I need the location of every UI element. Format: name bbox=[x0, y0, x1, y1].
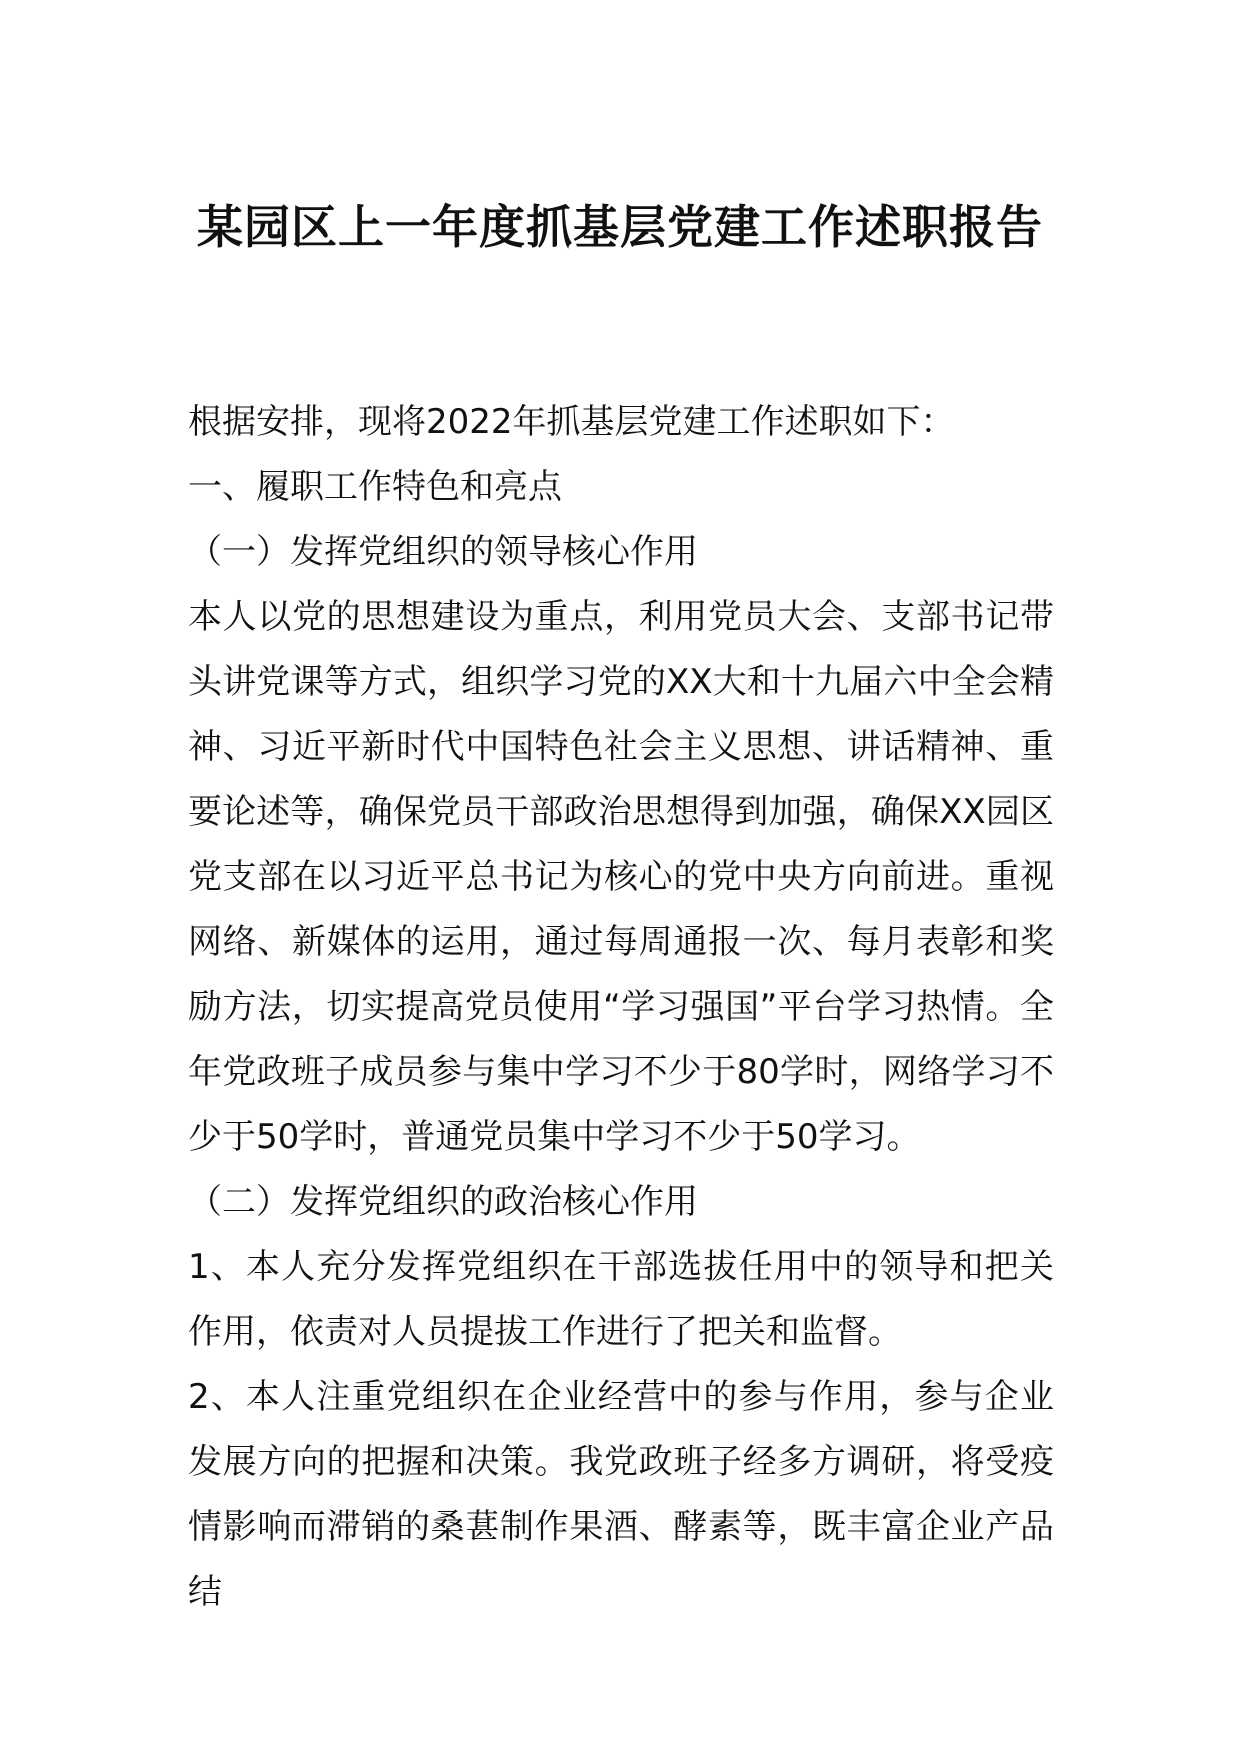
subsection-heading-1: （一）发挥党组织的领导核心作用 bbox=[188, 532, 698, 572]
document-title: 某园区上一年度抓基层党建工作述职报告 bbox=[197, 200, 1043, 254]
list-item-2: 2、本人注重党组织在企业经营中的参与作用，参与企业发展方向的把握和决策。我党政班子经多方调研，将受疫情影响而滞销的桑葚制作果酒、酵素等，既丰富企业产品结 bbox=[188, 1377, 1054, 1612]
body-paragraph-1: 本人以党的思想建设为重点，利用党员大会、支部书记带头讲党课等方式，组织学习党的XX大和十九届六中全会精神、习近平新时代中国特色社会主义思想、讲话精神、重要论述等，确保党员干部政治思想得到加强，确保XX园区党支部在以习近平总书记为核心的党中央方向前进。重视网络、新媒体的运用，通过每周通报一次、每月表彰和奖励方法，切实提高党员使用“学习强国”平台学习热情。全年党政班子成员参与集中学习不少于80学时，网络学习不少于50学时，普通党员集中学习不少于50学习。 bbox=[188, 597, 1054, 1157]
subsection-heading-2: （二）发挥党组织的政治核心作用 bbox=[188, 1182, 698, 1222]
list-item-1: 1、本人充分发挥党组织在干部选拔任用中的领导和把关作用，依责对人员提拔工作进行了把关和监督。 bbox=[188, 1247, 1054, 1352]
intro-paragraph: 根据安排，现将2022年抓基层党建工作述职如下： bbox=[188, 402, 955, 442]
section-heading-1: 一、履职工作特色和亮点 bbox=[188, 467, 562, 507]
document-body bbox=[188, 390, 1054, 1625]
